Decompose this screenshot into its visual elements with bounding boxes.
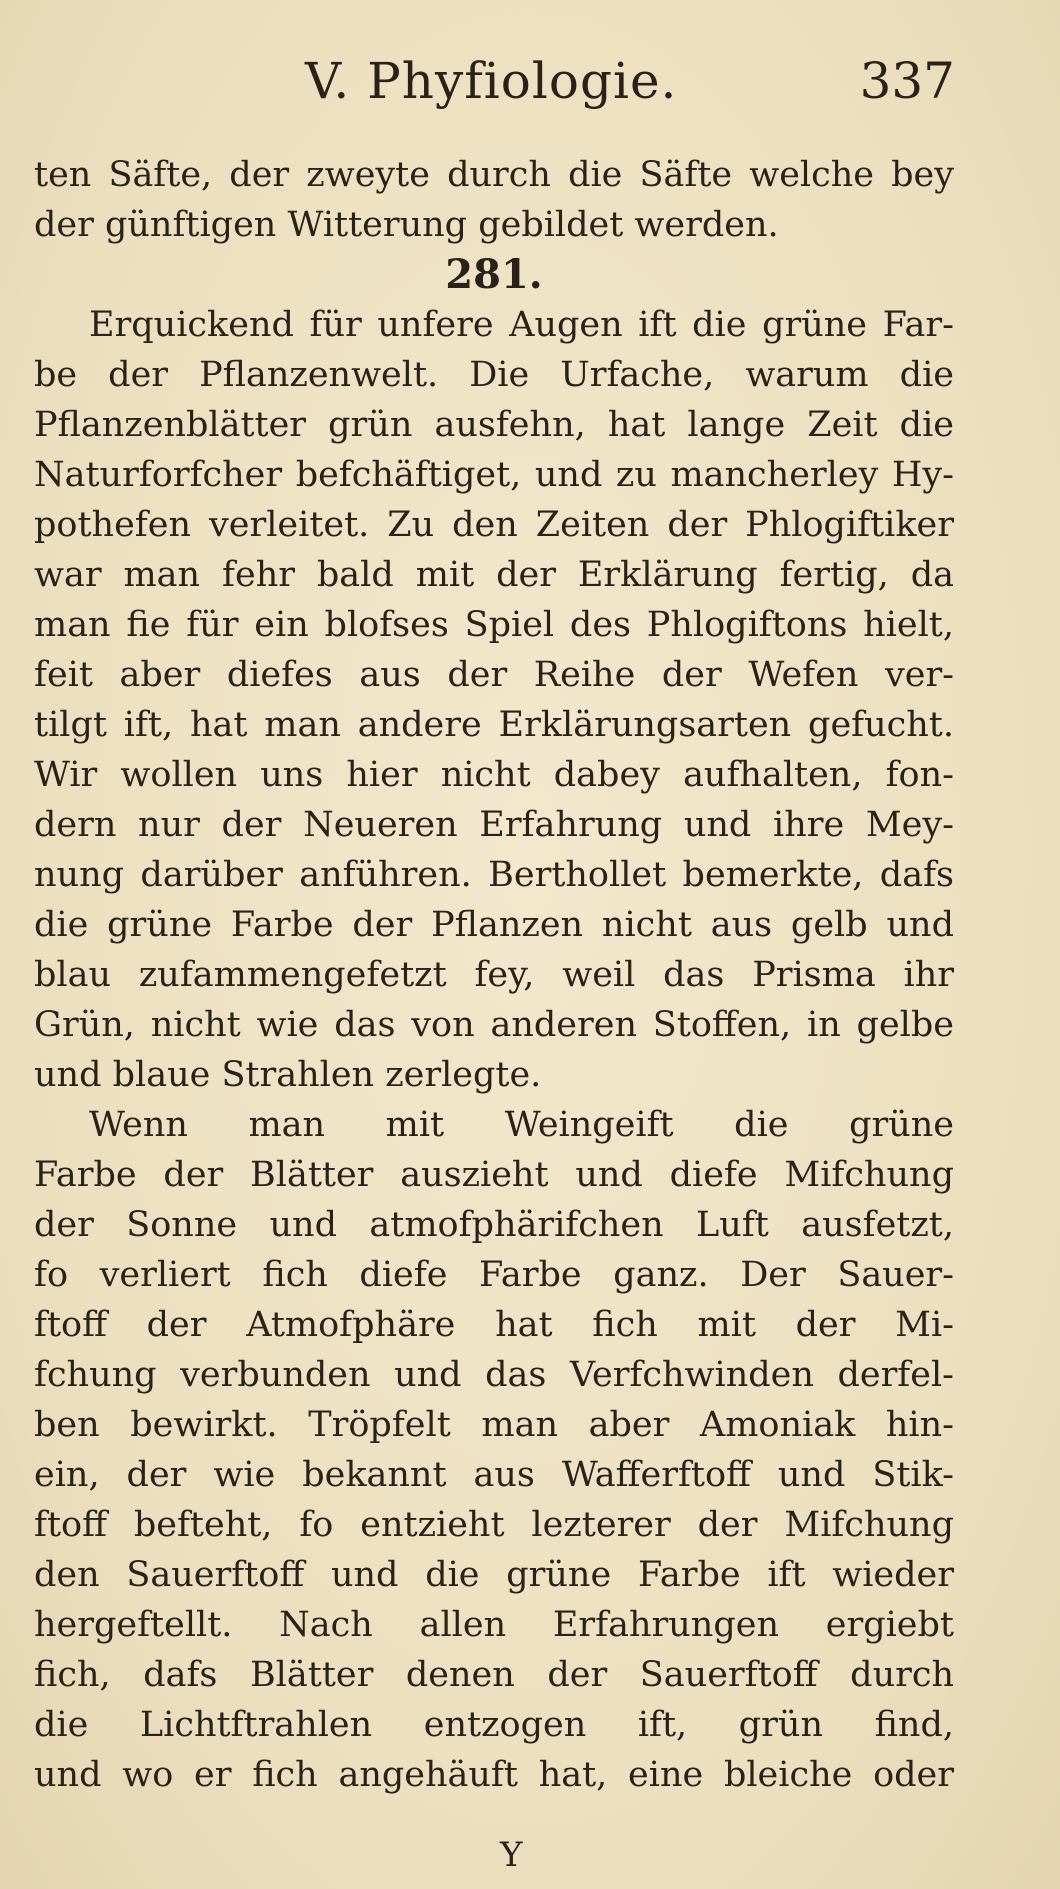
running-header — [0, 52, 1060, 112]
text-line: hergeftellt. Nach allen Erfahrungen ergiebt — [34, 1605, 954, 1645]
text-line: der günftigen Witterung gebildet werden. — [34, 205, 779, 245]
text-line: fich, dafs Blätter denen der Sauerftoff durch — [34, 1655, 954, 1695]
text-line: Erquickend für unfere Augen ift die grüne Far- — [89, 305, 954, 345]
text-line: dern nur der Neueren Erfahrung und ihre Mey- — [34, 805, 954, 845]
signature-mark: Y — [500, 1835, 523, 1875]
section-number: 281. — [445, 251, 543, 298]
text-line: tilgt ift, hat man andere Erklärungsarten gefucht. — [34, 705, 954, 745]
text-line: den Sauerftoff und die grüne Farbe ift wieder — [34, 1555, 954, 1595]
text-line: und blaue Strahlen zerlegte. — [34, 1055, 542, 1095]
text-line: ftoff befteht, fo entzieht lezterer der Mifchung — [34, 1505, 954, 1545]
text-line: Wenn man mit Weingeift die grüne — [89, 1105, 954, 1145]
text-line: nung darüber anführen. Berthollet bemerkte, dafs — [34, 855, 954, 895]
text-line: fo verliert fich diefe Farbe ganz. Der Sauer- — [34, 1255, 954, 1295]
text-line: der Sonne und atmofphärifchen Luft ausfetzt, — [34, 1205, 954, 1245]
text-line: ten Säfte, der zweyte durch die Säfte welche bey — [34, 155, 954, 195]
text-line: ftoff der Atmofphäre hat fich mit der Mi- — [34, 1305, 954, 1345]
text-line: pothefen verleitet. Zu den Zeiten der Phlogiftiker — [34, 505, 954, 545]
text-line: man fie für ein blofses Spiel des Phlogiftons hielt, — [34, 605, 954, 645]
text-line: war man fehr bald mit der Erklärung fertig, da — [34, 555, 954, 595]
text-line: Farbe der Blätter auszieht und diefe Mifchung — [34, 1155, 954, 1195]
text-line: be der Pflanzenwelt. Die Urfache, warum die — [34, 355, 954, 395]
text-line: blau zufammengefetzt fey, weil das Prisma ihr — [34, 955, 954, 995]
text-line: feit aber diefes aus der Reihe der Wefen ver- — [34, 655, 954, 695]
page-number: 337 — [859, 52, 955, 110]
text-line: fchung verbunden und das Verfchwinden derfel- — [34, 1355, 954, 1395]
text-line: ben bewirkt. Tröpfelt man aber Amoniak hin- — [34, 1405, 954, 1445]
text-line: Wir wollen uns hier nicht dabey aufhalten, fon- — [34, 755, 954, 795]
text-line: und wo er fich angehäuft hat, eine bleiche oder — [34, 1755, 954, 1795]
text-line: ein, der wie bekannt aus Wafferftoff und Stik- — [34, 1455, 954, 1495]
text-line: Pflanzenblätter grün ausfehn, hat lange Zeit die — [34, 405, 954, 445]
text-line: die Lichtftrahlen entzogen ift, grün find, — [34, 1705, 954, 1745]
text-line: Grün, nicht wie das von anderen Stoffen, in gelbe — [34, 1005, 954, 1045]
text-line: die grüne Farbe der Pflanzen nicht aus gelb und — [34, 905, 954, 945]
body-text — [34, 150, 954, 1800]
header-title: V. Phyfiologie. — [305, 52, 678, 110]
text-line: Naturforfcher befchäftiget, und zu mancherley Hy- — [34, 455, 954, 495]
